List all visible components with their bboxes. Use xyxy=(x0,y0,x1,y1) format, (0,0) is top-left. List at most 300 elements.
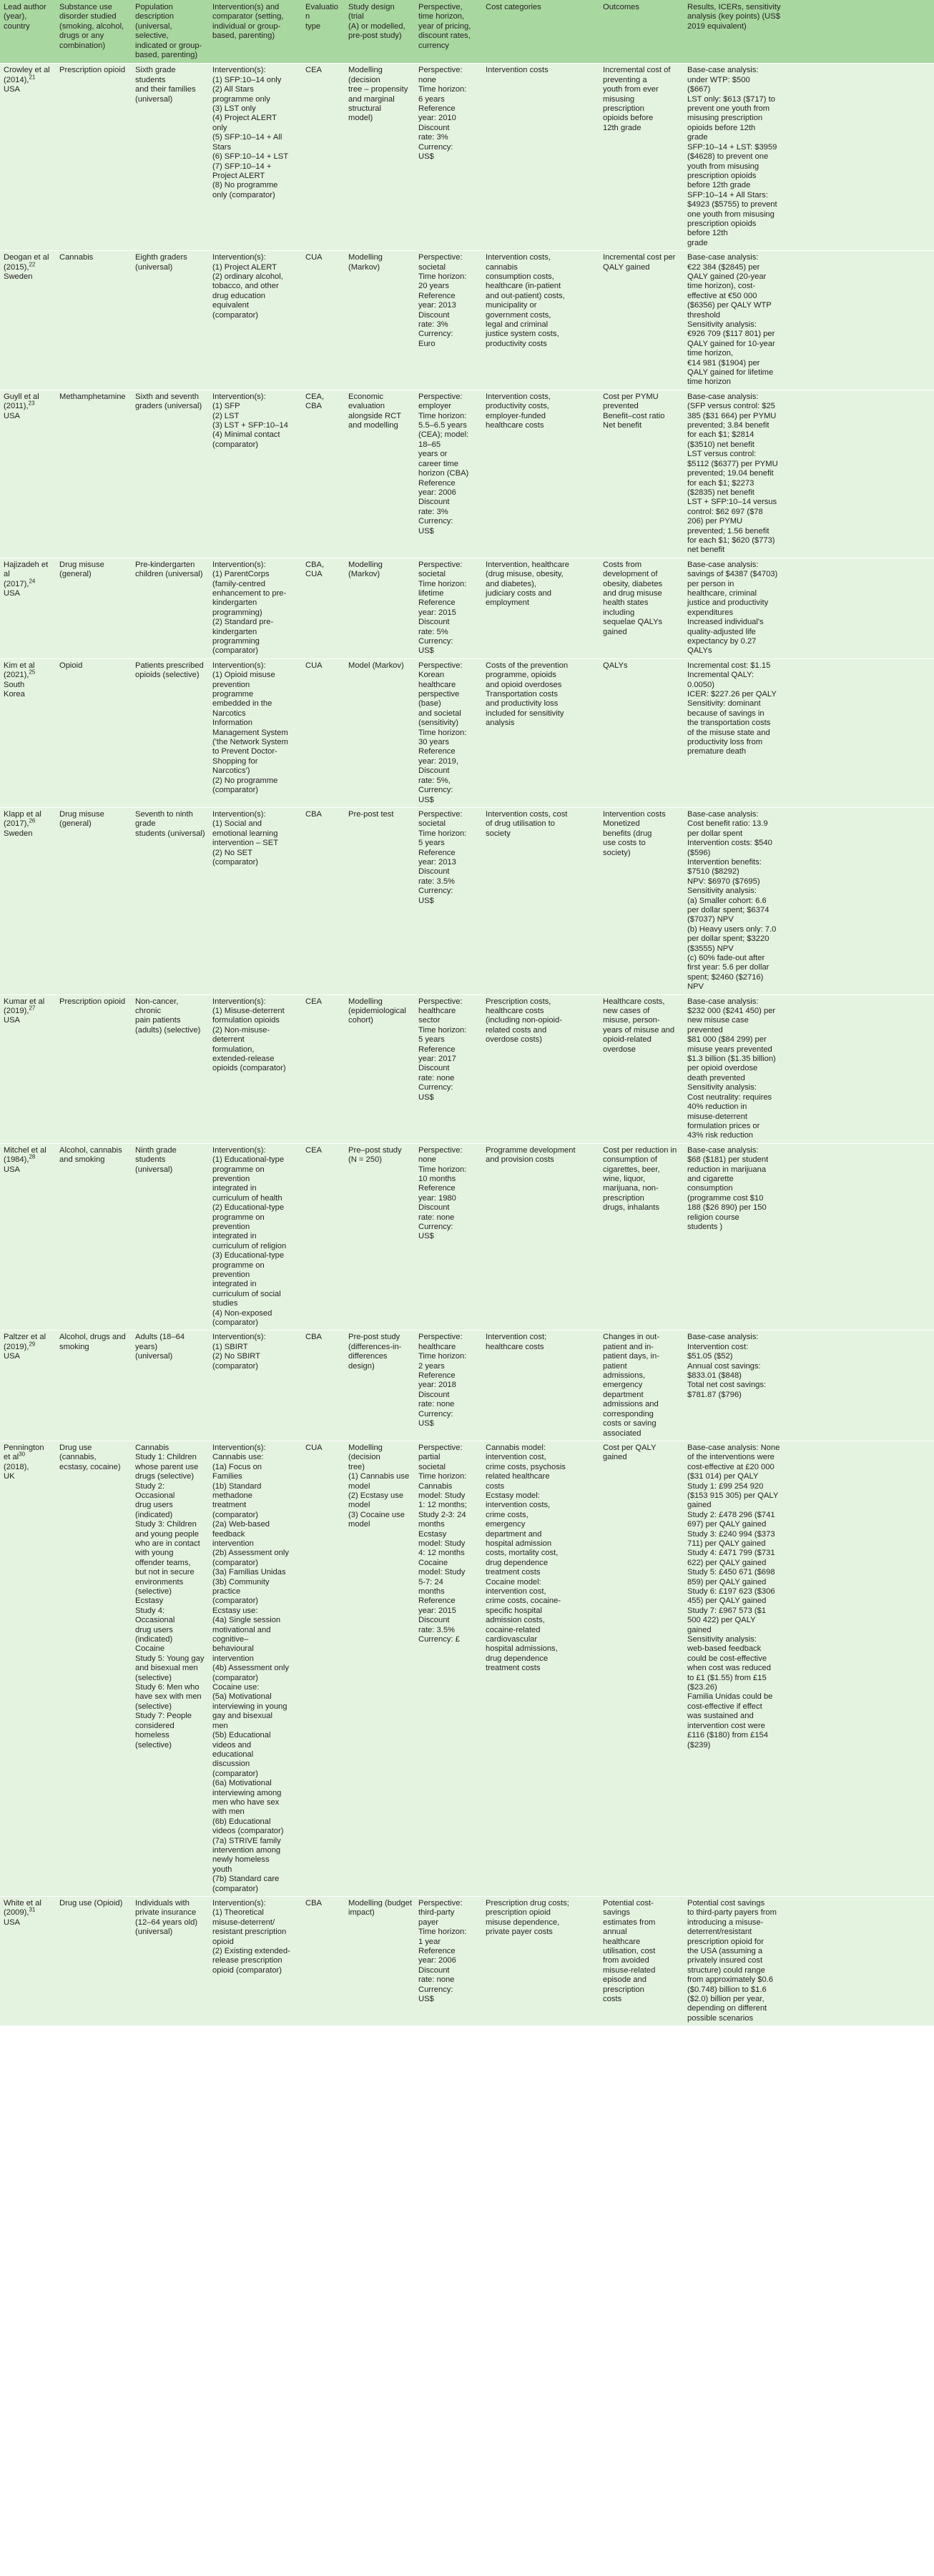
cell-line: integrated in xyxy=(212,1280,257,1289)
cell-line: analysis (key points) (US$ xyxy=(687,12,780,21)
cell-line: (2019),$^{27}$ xyxy=(4,1005,36,1016)
cell-line: cardiovascular xyxy=(486,1635,538,1644)
cell-line: Intervention, healthcare xyxy=(486,560,569,569)
cell-line: healthcare costs xyxy=(486,421,544,430)
table-header-row xyxy=(0,0,934,64)
cell-line: societal xyxy=(418,819,446,829)
cell-line: 12th grade xyxy=(603,123,641,132)
cell-line: government costs, xyxy=(486,310,551,320)
cell-line: Perspective: xyxy=(418,560,463,569)
cell-line: misusing prescription xyxy=(687,114,763,123)
cell-cost-categories xyxy=(482,1441,599,1896)
cell-line: crime costs, xyxy=(486,1510,529,1519)
cell-line: country xyxy=(4,21,30,31)
cell-line: opioids before 12th xyxy=(687,123,756,132)
cell-results xyxy=(684,251,934,390)
cell-line: studies xyxy=(212,1299,238,1308)
cell-line: hospital admission xyxy=(486,1539,552,1548)
cell-line: admissions, xyxy=(603,1371,646,1381)
cell-line: $4923 ($5755) to prevent xyxy=(687,200,777,209)
cell-line: Klapp et al xyxy=(4,809,41,819)
cell-evaluation-type xyxy=(302,390,345,558)
cell-population xyxy=(132,995,209,1143)
cell-line: practice xyxy=(212,1587,241,1596)
cell-line: Time horizon: xyxy=(418,1025,467,1035)
cell-line: (2014),$^{21}$ xyxy=(4,74,36,84)
cell-line: Mitchel et al xyxy=(4,1145,46,1155)
cell-line: new cases of xyxy=(603,1007,650,1016)
cell-line: use costs to xyxy=(603,839,646,848)
cell-line: (2b) Assessment only xyxy=(212,1549,289,1558)
table-body xyxy=(0,64,934,2025)
cell-line: (comparator) xyxy=(212,1597,259,1606)
cell-line: Cost per QALY xyxy=(603,1443,657,1452)
cell-line: tree – propensity xyxy=(348,85,408,94)
cell-line: Programme development xyxy=(486,1145,576,1155)
cell-line: formulation opioids xyxy=(212,1016,280,1025)
cell-evaluation-type xyxy=(302,1441,345,1896)
cell-line: Intervention(s): xyxy=(212,66,266,75)
cell-outcomes xyxy=(599,807,684,995)
cell-line: Modelling xyxy=(348,997,383,1006)
cell-line: US$ xyxy=(418,646,434,656)
table-row xyxy=(0,1143,934,1331)
cell-substance xyxy=(56,658,132,807)
cell-line: gained xyxy=(687,1501,712,1510)
cell-line: Cost categories xyxy=(486,3,541,11)
cell-line: wine, liquor, xyxy=(603,1174,646,1183)
cell-line: ($4628) to prevent one xyxy=(687,152,769,162)
cell-line: and modelling xyxy=(348,421,398,430)
cell-line: Pre-kindergarten xyxy=(135,560,195,569)
cell-line: sector xyxy=(418,1016,441,1025)
cell-line: Discount xyxy=(418,310,450,320)
cell-line: Drug misuse (general) xyxy=(59,560,104,579)
cell-line: (base) xyxy=(418,699,441,709)
cell-substance xyxy=(56,1897,132,2026)
cell-line: cigarettes, beer, xyxy=(603,1165,660,1174)
cell-line: years or xyxy=(418,450,448,459)
cell-line: Time horizon: xyxy=(418,829,467,838)
cell-line: rate: 3% xyxy=(418,133,448,142)
cell-line: QALY gained for lifetime xyxy=(687,368,774,377)
cell-line: Modelling (Markov) xyxy=(348,560,383,579)
cell-line: (comparator) xyxy=(212,1769,259,1778)
cell-line: behavioural xyxy=(212,1644,254,1654)
cell-lead-author xyxy=(0,995,56,1143)
cell-line: Perspective: xyxy=(418,253,463,262)
cell-substance xyxy=(56,558,132,658)
cell-line: Currency: xyxy=(418,1083,453,1092)
cell-line: graders (universal) xyxy=(135,402,202,411)
cell-line: 5-7: 24 xyxy=(418,1577,443,1586)
cell-line: formulation prices or xyxy=(687,1121,760,1130)
cell-line: considered xyxy=(135,1721,174,1730)
cell-study-design xyxy=(345,558,415,658)
cell-line: (2) Non-misuse- xyxy=(212,1025,270,1035)
cell-line: (4a) Single session xyxy=(212,1616,281,1625)
cell-line: of the interventions were xyxy=(687,1453,775,1462)
cell-study-design xyxy=(345,390,415,558)
cell-line: (universal, selective, xyxy=(135,21,172,41)
cell-population xyxy=(132,251,209,390)
cell-line: and young people xyxy=(135,1529,199,1539)
cell-line: Incremental cost: $1.15 xyxy=(687,661,771,670)
cell-line: prevented xyxy=(603,402,639,411)
cell-line: US$ xyxy=(418,1092,434,1102)
cell-line: Cannabis xyxy=(418,1481,453,1491)
cell-line: Currency: xyxy=(418,786,453,795)
cell-line: CUA xyxy=(305,661,323,670)
cell-line: (comparator) xyxy=(212,1673,259,1682)
cell-line: healthcare costs xyxy=(486,1342,544,1351)
cell-line: discount rates, xyxy=(418,31,471,41)
cell-line: (1) Social and xyxy=(212,819,262,829)
cell-line: intervention among xyxy=(212,1845,281,1855)
cell-line: year: 2013 xyxy=(418,857,456,867)
cell-outcomes xyxy=(599,1331,684,1441)
cell-results xyxy=(684,995,934,1143)
cell-line: Net benefit xyxy=(603,421,642,430)
cell-line: cognitive– xyxy=(212,1635,249,1644)
cell-line: societal xyxy=(418,570,446,579)
cell-line: rate: none xyxy=(418,1073,455,1082)
reference-number: 22 xyxy=(29,260,36,267)
cell-line: Prescription drug costs; xyxy=(486,1899,569,1908)
cell-line: 188 ($26 890) per 150 xyxy=(687,1203,767,1213)
cell-intervention xyxy=(209,658,302,807)
cell-line: utilisation, cost xyxy=(603,1947,656,1956)
cell-line: €926 709 ($117 801) per xyxy=(687,330,775,339)
cell-line: (including non-opioid- xyxy=(486,1016,562,1025)
cell-line: (comparator) xyxy=(212,1318,259,1328)
cell-results xyxy=(684,1897,934,2026)
cell-line: career time xyxy=(418,459,458,468)
cell-line: USA xyxy=(4,1352,21,1361)
cell-line: first year: 5.6 per dollar xyxy=(687,963,770,972)
cell-line: Costs of the prevention xyxy=(486,661,569,670)
cell-line: Management System xyxy=(212,728,288,737)
cell-line: 455) per QALY gained xyxy=(687,1597,767,1606)
cell-line: curriculum of health xyxy=(212,1193,282,1203)
table-row xyxy=(0,1441,934,1896)
cell-line: (7) SFP:10–14 + xyxy=(212,162,272,171)
cell-line: Cocaine use: xyxy=(212,1683,260,1692)
cell-line: (comparator) xyxy=(212,310,259,320)
cell-line: (CEA); model: 18–65 xyxy=(418,430,469,449)
cell-population xyxy=(132,658,209,807)
cell-line: structure) could range xyxy=(687,1965,765,1975)
cell-line: Benefit–cost ratio xyxy=(603,411,665,420)
cell-line: Study 4: £471 799 ($731 xyxy=(687,1549,775,1558)
cell-line: Base-case analysis: xyxy=(687,560,759,569)
cell-line: (1) Educational-type xyxy=(212,1155,285,1165)
cell-line: Paltzer et al xyxy=(4,1333,46,1342)
table-row xyxy=(0,995,934,1143)
cell-line: was sustained and xyxy=(687,1712,754,1721)
cell-line: misuse years prevented xyxy=(687,1045,772,1054)
cell-results xyxy=(684,64,934,251)
cell-line: students ) xyxy=(687,1222,723,1231)
cell-line: Study design (trial xyxy=(348,3,395,21)
cell-line: Study 4: Occasional xyxy=(135,1606,175,1625)
cell-line: SFP:10–14 + All Stars: xyxy=(687,190,768,199)
cell-intervention xyxy=(209,390,302,558)
cell-line: Study 5: £450 671 ($698 xyxy=(687,1568,775,1577)
cell-line: net benefit xyxy=(687,546,725,555)
cell-line: drug education xyxy=(212,291,266,300)
cell-line: of the misuse state and xyxy=(687,728,770,737)
cell-line: Time horizon: xyxy=(418,1165,467,1174)
cell-line: 20 years xyxy=(418,282,449,291)
cell-line: QALY gained for 10-year xyxy=(687,339,775,348)
cell-line: model xyxy=(348,1481,370,1491)
cell-line: Reference xyxy=(418,747,456,756)
cell-line: 5.5–6.5 years xyxy=(418,421,467,430)
cell-line: (6a) Motivational xyxy=(212,1779,272,1788)
cell-line: interviewing in young xyxy=(212,1702,287,1711)
cell-line: CEA xyxy=(305,1145,323,1155)
cell-line: treatment costs xyxy=(486,1568,541,1577)
cell-line: time horizon, xyxy=(418,12,465,21)
cell-line: (comparator) xyxy=(212,646,259,656)
cell-line: Time horizon: xyxy=(418,1472,467,1481)
cell-line: Modelling (decision xyxy=(348,66,383,84)
cell-line: (1) ParentCorps xyxy=(212,570,270,579)
cell-line: Individuals with xyxy=(135,1899,190,1908)
cell-line: (comparator) xyxy=(212,440,259,449)
cell-line: (5a) Motivational xyxy=(212,1692,272,1702)
cell-line: healthcare xyxy=(418,1342,456,1351)
cell-line: healthcare, criminal xyxy=(687,588,757,598)
cell-line: grade xyxy=(687,133,708,142)
cell-line: Ninth grade students xyxy=(135,1145,177,1165)
cell-population xyxy=(132,1441,209,1896)
cell-substance xyxy=(56,1331,132,1441)
cell-line: prescription opioids xyxy=(687,219,757,228)
cell-line: $7510 ($8292) xyxy=(687,867,739,877)
cell-line: with men xyxy=(212,1807,245,1817)
cell-line: Discount xyxy=(418,1064,450,1073)
cell-line: Prescription opioid xyxy=(59,997,126,1006)
cell-line: misuse-deterrent/ xyxy=(212,1918,275,1927)
cell-line: (adults) (selective) xyxy=(135,1025,201,1035)
cell-intervention xyxy=(209,1143,302,1331)
cell-line: US$ xyxy=(418,1995,434,2004)
cell-cost-categories xyxy=(482,558,599,658)
cell-line: cohort) xyxy=(348,1016,373,1025)
cell-line: $81 000 ($84 299) per xyxy=(687,1035,767,1045)
cell-line: programme xyxy=(212,690,254,699)
cell-line: Intervention(s): xyxy=(212,1145,266,1155)
cell-line: Intervention costs, xyxy=(486,253,551,262)
cell-line: Total net cost savings: xyxy=(687,1381,767,1390)
cell-line: Study 7: People xyxy=(135,1712,192,1721)
cell-line: lifetime xyxy=(418,588,444,598)
cell-line: US$ xyxy=(418,152,434,162)
cell-line: (year), xyxy=(4,12,27,21)
cell-line: and opioid overdoses xyxy=(486,680,562,689)
cell-line: web-based feedback xyxy=(687,1644,762,1654)
column-header-outcomes xyxy=(599,0,684,64)
cell-line: for each $1; $2814 xyxy=(687,430,754,440)
cell-line: (2) LST xyxy=(212,411,240,420)
cell-line: employer xyxy=(418,402,452,411)
cell-line: Discount xyxy=(418,1965,450,1975)
cell-line: societal xyxy=(418,262,446,272)
cell-line: 4: 12 months xyxy=(418,1549,465,1558)
cell-line: justice and productivity xyxy=(687,598,769,608)
cell-line: development of xyxy=(603,570,658,579)
cell-line: programming xyxy=(212,637,260,646)
cell-line: Base-case analysis: None xyxy=(687,1443,780,1452)
cell-study-design xyxy=(345,1331,415,1441)
cell-line: employment xyxy=(486,598,529,608)
cell-line: who are in contact xyxy=(135,1539,200,1548)
cell-line: related costs and xyxy=(486,1025,547,1035)
cell-line: Perspective: xyxy=(418,392,463,401)
cell-line: (2) No programme xyxy=(212,776,278,785)
cell-line: evaluation xyxy=(348,402,385,411)
cell-lead-author xyxy=(0,1441,56,1896)
cell-cost-categories xyxy=(482,251,599,390)
cell-line: healthcare xyxy=(603,1937,641,1946)
cell-line: Intervention(s): xyxy=(212,997,266,1006)
cell-line: environments xyxy=(135,1577,184,1586)
cell-line: Cocaine xyxy=(418,1558,448,1567)
cell-cost-categories xyxy=(482,390,599,558)
cell-line: programme on xyxy=(212,1165,265,1174)
cell-line: based, parenting) xyxy=(135,51,198,60)
cell-line: (3a) Familias Unidas xyxy=(212,1568,286,1577)
cell-line: Potential cost savings xyxy=(687,1899,765,1908)
cell-line: (indicated) xyxy=(135,1510,173,1519)
cell-line: Perspective, xyxy=(418,3,463,11)
cell-line: (2) All Stars xyxy=(212,85,254,94)
cell-line: 697) per QALY gained xyxy=(687,1520,767,1529)
cell-line: effective at €50 000 xyxy=(687,291,757,300)
cell-line: consumption costs, xyxy=(486,272,554,281)
cell-lead-author xyxy=(0,1331,56,1441)
cell-line: rate: none xyxy=(418,1975,455,1985)
cell-line: before 12th xyxy=(687,229,728,238)
cell-perspective xyxy=(415,390,482,558)
cell-line: (universal) xyxy=(135,1352,173,1361)
cell-line: perspective xyxy=(418,690,460,699)
cell-line: for each $1; $2273 xyxy=(687,478,754,488)
cell-line: months xyxy=(418,1520,445,1529)
cell-line: 2019 equivalent) xyxy=(687,21,747,31)
cell-line: embedded in the xyxy=(212,699,272,709)
cell-line: Intervention(s): xyxy=(212,1443,266,1452)
cell-perspective xyxy=(415,558,482,658)
cell-outcomes xyxy=(599,1897,684,2026)
cell-line: Intervention benefits: xyxy=(687,857,762,867)
cell-substance xyxy=(56,251,132,390)
cell-line: (4) Minimal contact xyxy=(212,430,280,440)
cell-line: none xyxy=(418,75,436,84)
cell-line: Modelling (Markov) xyxy=(348,253,383,272)
cell-line: quality-adjusted life xyxy=(687,627,756,636)
cell-line: Pennington xyxy=(4,1443,44,1452)
cell-line: (2) Educational-type xyxy=(212,1203,285,1213)
cell-line: Prescription costs, xyxy=(486,997,551,1006)
cell-line: Discount xyxy=(418,123,450,132)
cell-line: misuse, person- xyxy=(603,1016,660,1025)
cell-substance xyxy=(56,995,132,1143)
cell-line: Pre–post study xyxy=(348,1145,402,1155)
cell-line: costs xyxy=(603,1995,622,2004)
cell-line: Perspective: xyxy=(418,661,463,670)
cell-line: 6 years xyxy=(418,94,445,104)
cell-line: Cost benefit ratio: 13.9 xyxy=(687,819,768,829)
cell-line: intervention xyxy=(212,1539,254,1548)
cell-line: department xyxy=(603,1390,644,1399)
cell-perspective xyxy=(415,1143,482,1331)
cell-line: Discount xyxy=(418,498,450,507)
cell-line: and provision costs xyxy=(486,1155,554,1165)
cell-line: Families xyxy=(212,1472,242,1481)
cell-line: (2) No SBIRT xyxy=(212,1352,260,1361)
cell-line: healthcare costs xyxy=(486,1007,544,1016)
cell-line: (3) Educational-type xyxy=(212,1251,285,1260)
cell-line: related healthcare xyxy=(486,1472,550,1481)
cell-line: the USA (assuming a xyxy=(687,1947,763,1956)
cell-outcomes xyxy=(599,658,684,807)
cell-line: ($3510) net benefit xyxy=(687,440,754,449)
table-row xyxy=(0,251,934,390)
cell-line: 1 year xyxy=(418,1937,441,1946)
cell-line: prevention xyxy=(212,680,250,689)
cell-line: (sensitivity) xyxy=(418,719,458,728)
cell-line: Korea xyxy=(4,690,25,699)
cell-line: grade xyxy=(687,238,708,247)
cell-line: Sixth grade students xyxy=(135,66,176,84)
cell-line: Information xyxy=(212,719,252,728)
cell-line: pain patients xyxy=(135,1016,181,1025)
cell-line: with young xyxy=(135,1549,174,1558)
cell-line: (2018), xyxy=(4,1462,29,1471)
cell-line: Study 7: £967 573 ($1 xyxy=(687,1606,767,1615)
cell-line: Study 2-3: 24 xyxy=(418,1510,466,1519)
cell-line: 43% risk reduction xyxy=(687,1131,754,1140)
cell-line: prescription opioids xyxy=(687,171,757,180)
cell-line: Base-case analysis: xyxy=(687,1145,759,1155)
cell-line: Non-cancer, chronic xyxy=(135,997,179,1016)
cell-cost-categories xyxy=(482,1897,599,2026)
cell-line: premature death xyxy=(687,747,747,756)
cell-line: crime costs, psychosis xyxy=(486,1462,566,1471)
cell-outcomes xyxy=(599,390,684,558)
cell-line: ($596) xyxy=(687,848,711,857)
cell-line: (b) Heavy users only: 7.0 xyxy=(687,924,777,934)
cell-line: Kumar et al xyxy=(4,997,45,1006)
reference-number: 29 xyxy=(29,1341,36,1348)
cell-line: model) xyxy=(348,114,373,123)
cell-line: because of savings in xyxy=(687,709,765,718)
cell-line: Hajizadeh et al xyxy=(4,560,49,579)
cell-line: children (universal) xyxy=(135,570,203,579)
cell-line: intervention costs, xyxy=(486,1501,551,1510)
cell-line: Study 2: Occasional xyxy=(135,1481,175,1500)
cell-substance xyxy=(56,64,132,251)
cell-line: interviewing among xyxy=(212,1788,282,1797)
cell-substance xyxy=(56,1143,132,1331)
cell-line: Perspective: xyxy=(418,809,463,819)
cell-line: €22 384 ($2845) per xyxy=(687,262,760,272)
cell-population xyxy=(132,1897,209,2026)
column-header-lead-author xyxy=(0,0,56,64)
